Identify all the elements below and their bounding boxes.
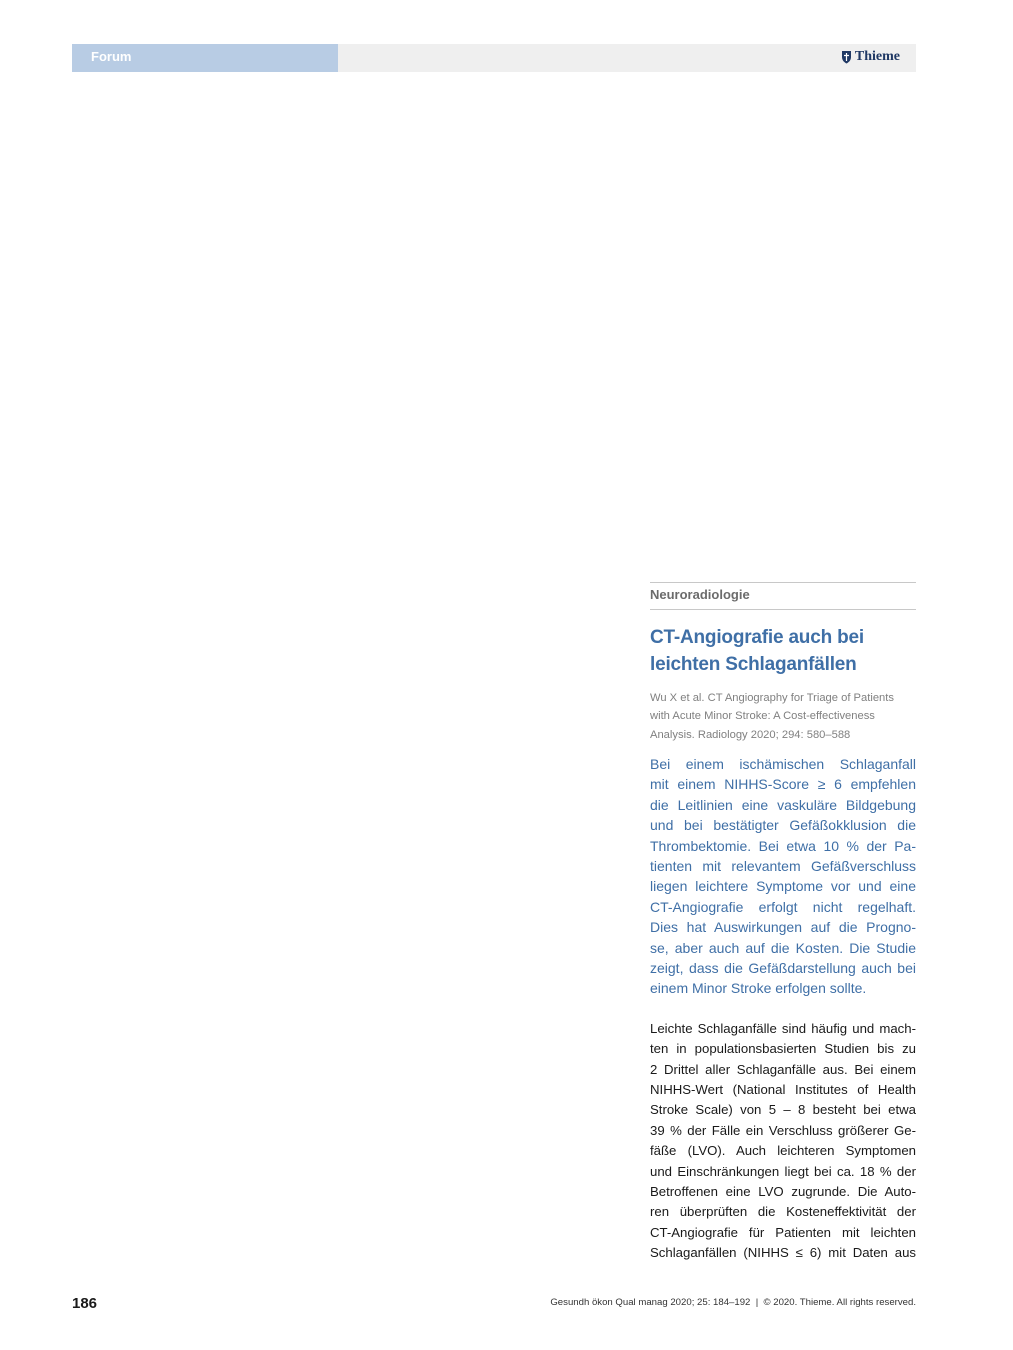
lead-line: CT-Angiografie erfolgt nicht regelhaft. — [650, 898, 916, 915]
body-line: Leichte Schlaganfälle sind häufig und mach- — [650, 1020, 916, 1036]
body-line: Betroffenen eine LVO zugrunde. Die Auto- — [650, 1184, 916, 1200]
body-line: Schlaganfällen (NIHHS ≤ 6) mit Daten aus — [650, 1245, 916, 1261]
article-body — [650, 1019, 916, 1264]
publisher-brand — [841, 49, 900, 65]
lead-line: Dies hat Auswirkungen auf die Progno- — [650, 919, 916, 936]
headline-line: leichten Schlaganfällen — [650, 654, 857, 675]
publisher-name: Thieme — [854, 49, 900, 64]
lead-line: mit einem NIHHS-Score ≥ 6 empfehlen — [650, 776, 916, 793]
article-headline — [650, 624, 916, 678]
article-column — [650, 582, 916, 1264]
section-label: Forum — [91, 49, 132, 64]
lead-line: tienten mit relevantem Gefäßverschluss — [650, 857, 916, 874]
lead-line: Bei einem ischämischen Schlaganfall — [650, 755, 916, 772]
lead-line: einem Minor Stroke erfolgen sollte. — [650, 980, 867, 997]
body-line: 39 % der Fälle ein Verschluss größerer Ge- — [650, 1122, 916, 1138]
footer-citation: Gesundh ökon Qual manag 2020; 25: 184–192 | © 2020. Thieme. All rights reserved. — [550, 1297, 916, 1308]
article-category: Neuroradiologie — [650, 587, 750, 602]
body-line: CT-Angiografie für Patienten mit leichten — [650, 1224, 916, 1240]
reference-line: Wu X et al. CT Angiography for Triage of Patients — [650, 692, 894, 704]
body-line: ten in populationsbasierten Studien bis zu — [650, 1041, 916, 1057]
article-lead — [650, 754, 916, 999]
reference-line: Analysis. Radiology 2020; 294: 580–588 — [650, 728, 851, 741]
body-line: NIHHS-Wert (National Institutes of Health — [650, 1081, 916, 1097]
lead-line: se, aber auch auf die Kosten. Die Studie — [650, 939, 916, 956]
body-line: ren überprüften die Kosteneffektivität der — [650, 1204, 916, 1220]
body-line: 2 Drittel aller Schlaganfälle aus. Bei einem — [650, 1061, 916, 1077]
reference-line: with Acute Minor Stroke: A Cost-effectiveness — [650, 710, 875, 723]
body-line: fäße (LVO). Auch leichteren Symptomen — [650, 1143, 916, 1159]
category-bottom-rule — [650, 609, 916, 610]
headline-line: CT-Angiografie auch bei — [650, 627, 864, 648]
body-line: und Einschränkungen liegt bei ca. 18 % der — [650, 1163, 916, 1179]
lead-line: zeigt, dass die Gefäßdarstellung auch bei — [650, 959, 916, 976]
page-number: 186 — [72, 1295, 98, 1312]
lead-line: Thrombektomie. Bei etwa 10 % der Pa- — [650, 837, 916, 854]
body-line: Stroke Scale) von 5 – 8 besteht bei etwa — [650, 1102, 916, 1118]
article-reference — [650, 689, 916, 744]
lead-line: und bei bestätigter Gefäßokklusion die — [650, 817, 916, 834]
thieme-logo-icon — [841, 50, 852, 64]
lead-line: die Leitlinien eine vaskuläre Bildgebung — [650, 796, 916, 813]
lead-line: liegen leichtere Symptome vor und eine — [650, 878, 916, 895]
running-header — [72, 44, 916, 72]
section-tab — [72, 44, 338, 72]
